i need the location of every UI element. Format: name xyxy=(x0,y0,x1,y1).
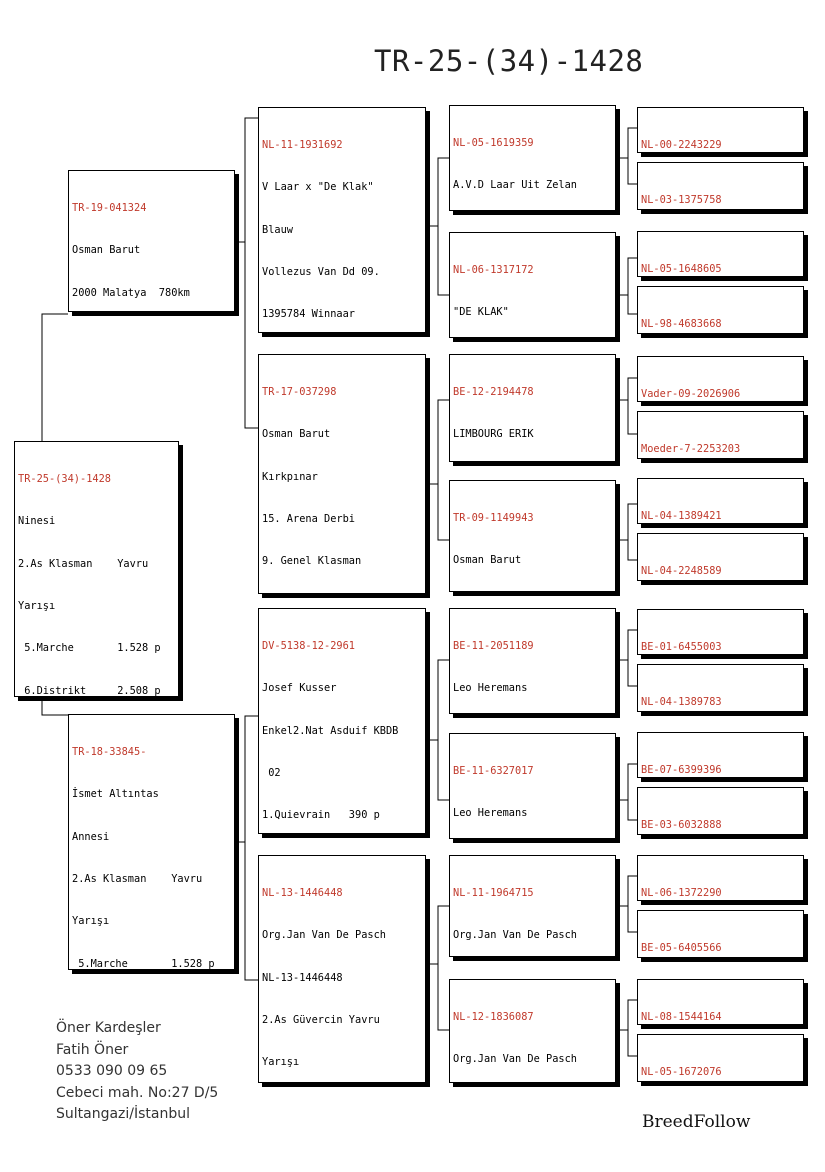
ancestor-card-gen4-12[interactable] xyxy=(637,787,804,835)
dam-card[interactable] xyxy=(68,714,235,970)
ring-number: NL-06-1372290 xyxy=(641,887,722,900)
ancestor-card-gen3-6[interactable] xyxy=(449,733,616,839)
info-line: Annesi xyxy=(72,830,110,843)
info-line: Org.Jan Van De Pasch xyxy=(453,929,577,942)
info-line: Org.Jan Van De Pasch xyxy=(262,929,386,942)
ancestor-card-gen4-13[interactable] xyxy=(637,855,804,901)
ancestor-card-gen3-8[interactable] xyxy=(449,979,616,1083)
ring-number: Moeder-7-2253203 xyxy=(641,443,741,456)
info-line: İsmet Altıntas xyxy=(72,788,159,801)
ring-number: NL-03-1375758 xyxy=(641,194,722,207)
ring-number: NL-11-1964715 xyxy=(453,887,534,900)
ancestor-card-gen3-4[interactable] xyxy=(449,480,616,592)
info-line: Yarışı xyxy=(262,1056,300,1069)
info-line: Leo Heremans xyxy=(453,807,528,820)
ancestor-card-gen4-16[interactable] xyxy=(637,1034,804,1082)
ancestor-card-gen4-7[interactable] xyxy=(637,478,804,524)
ring-number: BE-11-6327017 xyxy=(453,765,534,778)
ring-number: NL-12-1836087 xyxy=(453,1011,534,1024)
ancestor-card-gen4-1[interactable] xyxy=(637,107,804,153)
ring-number: BE-07-6399396 xyxy=(641,764,722,777)
ancestor-card-gen3-5[interactable] xyxy=(449,608,616,714)
ring-number: BE-11-2051189 xyxy=(453,640,534,653)
info-line: 2.As Klasman Yavru xyxy=(72,873,203,886)
info-line: 5.Marche 1.528 p xyxy=(18,642,161,655)
ring-number: BE-01-6455003 xyxy=(641,641,722,654)
ancestor-card-gen4-11[interactable] xyxy=(637,732,804,778)
info-line: Leo Heremans xyxy=(453,682,528,695)
ring-number: BE-03-6032888 xyxy=(641,819,722,832)
ancestor-card-gen4-2[interactable] xyxy=(637,162,804,210)
ancestor-card-gen4-3[interactable] xyxy=(637,231,804,277)
ring-number: NL-98-4683668 xyxy=(641,318,722,331)
ring-number: TR-17-037298 xyxy=(262,386,337,399)
info-line: Yarışı xyxy=(18,600,56,613)
subject-pigeon-card[interactable] xyxy=(14,441,179,697)
info-line: Kırkpınar xyxy=(262,470,318,483)
info-line: 02 xyxy=(262,767,281,780)
owner-city: Sultangazi/İstanbul xyxy=(56,1106,191,1122)
grandsire-dam-side-card[interactable] xyxy=(258,608,426,834)
info-line: Org.Jan Van De Pasch xyxy=(453,1053,577,1066)
info-line: LIMBOURG ERIK xyxy=(453,428,534,441)
ring-number: TR-19-041324 xyxy=(72,202,147,215)
granddam-dam-side-card[interactable] xyxy=(258,855,426,1083)
ancestor-card-gen4-14[interactable] xyxy=(637,910,804,958)
granddam-sire-side-card[interactable] xyxy=(258,354,426,594)
info-line: Blauw xyxy=(262,223,293,236)
ancestor-card-gen4-9[interactable] xyxy=(637,609,804,655)
info-line: 9. Genel Klasman xyxy=(262,555,362,568)
ring-number: NL-13-1446448 xyxy=(262,887,343,900)
info-line: Josef Kusser xyxy=(262,682,337,695)
info-line: "DE KLAK" xyxy=(453,306,509,319)
info-line: A.V.D Laar Uit Zelan xyxy=(453,179,577,192)
info-line: 1.Quievrain 390 p xyxy=(262,809,380,822)
ring-number: NL-06-1317172 xyxy=(453,264,534,277)
info-line: 2.As Güvercin Yavru xyxy=(262,1014,380,1027)
ancestor-card-gen4-10[interactable] xyxy=(637,664,804,712)
ancestor-card-gen4-6[interactable] xyxy=(637,411,804,459)
ancestor-card-gen3-3[interactable] xyxy=(449,354,616,462)
ancestor-card-gen3-7[interactable] xyxy=(449,855,616,957)
owner-contact-block xyxy=(56,1018,218,1126)
info-line: Enkel2.Nat Asduif KBDB xyxy=(262,724,399,737)
info-line: Osman Barut xyxy=(72,244,141,257)
info-line: 6.Distrikt 2.508 p xyxy=(18,684,161,697)
sire-card[interactable] xyxy=(68,170,235,312)
ring-number: TR-09-1149943 xyxy=(453,512,534,525)
pedigree-title: TR-25-(34)-1428 xyxy=(374,44,644,78)
info-line: 2.As Klasman Yavru xyxy=(18,557,149,570)
owner-address: Cebeci mah. No:27 D/5 xyxy=(56,1084,219,1101)
ring-number: NL-04-1389421 xyxy=(641,510,722,523)
ring-number: NL-04-1389783 xyxy=(641,696,722,709)
info-line: 1395784 Winnaar xyxy=(262,308,355,321)
brand-logo-text: BreedFollow xyxy=(642,1112,751,1132)
info-line: Yarışı xyxy=(72,915,110,928)
ring-number: TR-25-(34)-1428 xyxy=(18,473,111,486)
ancestor-card-gen3-2[interactable] xyxy=(449,232,616,338)
info-line: Ninesi xyxy=(18,515,56,528)
ring-number: NL-08-1544164 xyxy=(641,1011,722,1024)
owner-person: Fatih Öner xyxy=(56,1041,129,1058)
info-line: Osman Barut xyxy=(262,428,331,441)
ancestor-card-gen4-15[interactable] xyxy=(637,979,804,1025)
ancestor-card-gen4-4[interactable] xyxy=(637,286,804,334)
ring-number: NL-05-1619359 xyxy=(453,137,534,150)
info-line: 15. Arena Derbi xyxy=(262,513,355,526)
ring-number: BE-05-6405566 xyxy=(641,942,722,955)
owner-name: Öner Kardeşler xyxy=(56,1020,161,1036)
ancestor-card-gen4-8[interactable] xyxy=(637,533,804,581)
info-line: Osman Barut xyxy=(453,554,522,567)
info-line: 2000 Malatya 780km xyxy=(72,286,190,299)
ring-number: TR-18-33845- xyxy=(72,746,147,759)
info-line: Vollezus Van Dd 09. xyxy=(262,266,380,279)
ring-number: NL-04-2248589 xyxy=(641,565,722,578)
ring-number: NL-05-1648605 xyxy=(641,263,722,276)
info-line: V Laar x "De Klak" xyxy=(262,181,374,194)
ring-number: NL-00-2243229 xyxy=(641,139,722,152)
ring-number: DV-5138-12-2961 xyxy=(262,640,355,653)
info-line: 5.Marche 1.528 p xyxy=(72,957,215,970)
grandsire-sire-side-card[interactable] xyxy=(258,107,426,333)
ring-number: BE-12-2194478 xyxy=(453,386,534,399)
ring-number: NL-05-1672076 xyxy=(641,1066,722,1079)
ring-number: Vader-09-2026906 xyxy=(641,388,741,401)
owner-phone: 0533 090 09 65 xyxy=(56,1063,168,1079)
ring-number: NL-11-1931692 xyxy=(262,139,343,152)
ancestor-card-gen4-5[interactable] xyxy=(637,356,804,402)
info-line: NL-13-1446448 xyxy=(262,971,343,984)
ancestor-card-gen3-1[interactable] xyxy=(449,105,616,211)
